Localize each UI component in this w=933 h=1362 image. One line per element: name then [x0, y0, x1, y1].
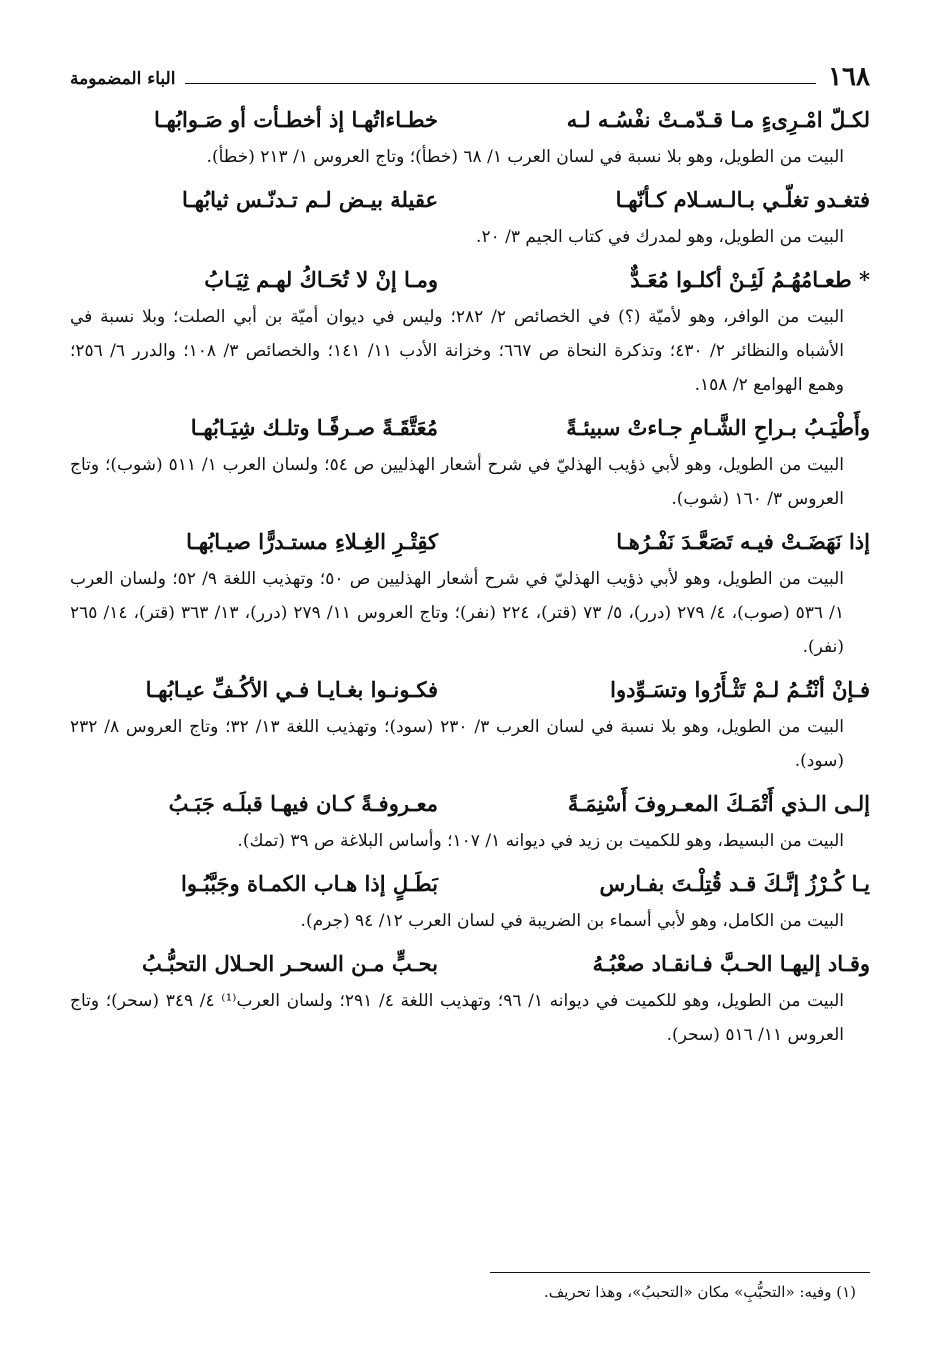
- verse-first-hemistich: وقـاد إليهـا الحـبَّ فـانقـاد صعْبُـهُ: [592, 951, 870, 976]
- verse-note: البيت من الطويل، وهو لمدرك في كتاب الجيم ٣/ ٢٠.: [476, 227, 844, 247]
- entry: [70, 100, 870, 174]
- verse-second-hemistich: فكـونـوا بغـايـا فـي الأكُـفِّ عيـابُهـا: [145, 677, 438, 702]
- verse-first-hemistich: فتغـدو تغلّـي بـالـسـلام كـأنّهـا: [615, 187, 870, 212]
- entry: [70, 944, 870, 1052]
- verse-second-hemistich: مُعَتَّقَـةً صـرفًـا وتلـك شِيَـابُهـا: [190, 415, 438, 440]
- verse-first-hemistich: وأَطْيَـبُ بـراحِ الشَّـامِ جـاءتْ سبيئـةً: [566, 415, 870, 440]
- verse-second-hemistich: معـروفـةً كـان فيهـا قبلَـه جَبَـبُ: [168, 791, 438, 816]
- page-header: [70, 58, 870, 90]
- verse-note: البيت من الطويل، وهو بلا نسبة في لسان العرب ١/ ٦٨ (خطأ)؛ وتاج العروس ١/ ٢١٣ (خطأ).: [206, 147, 844, 167]
- verse-line: [70, 408, 870, 448]
- running-title: الباء المضمومة: [70, 69, 176, 89]
- verse-first-hemistich: إذا نَهَضَـتْ فيـه تَصَعَّـدَ نَفْـرُهـا: [616, 529, 870, 554]
- verse-second-hemistich: بحـبٍّ مـن السحـر الحـلال التحبُّـبُ: [141, 951, 438, 976]
- verse-note: البيت من الطويل، وهو للكميت في ديوانه ١/ ٩٦؛ وتهذيب اللغة ٤/ ٢٩١؛ ولسان العرب⁽¹⁾ ٤/ ٣٤٩ (سحر)؛ وتاج العروس ١١/ ٥١٦ (سحر).: [70, 991, 844, 1045]
- verse-first-hemistich: * طعـامُهُـمُ لَئِـنْ أكلـوا مُعَـدٌّ: [630, 267, 870, 292]
- page-number: ١٦٨: [828, 62, 870, 92]
- verse-line: [70, 944, 870, 984]
- verse-note: البيت من الطويل، وهو لأبي ذؤيب الهذليّ في شرح أشعار الهذليين ص ٥٠؛ وتهذيب اللغة ٩/ ٥٢؛ ولسان العرب ١/ ٥٣٦ (صوب)، ٤/ ٢٧٩ (درر)، ٥/ ٧٣ (قتر)، ٢٢٤ (نفر)؛ وتاج العروس ١١/ ٢٧٩ (درر)، ١٣/ ٣٦٣ (قتر)، ١٤/ ٢٦٥ (نفر).: [70, 569, 845, 657]
- verse-second-hemistich: كقِتْـرِ الغِـلاءِ مستـدرًّا صيـابُهـا: [186, 529, 438, 554]
- footnote-rule: [490, 1272, 870, 1273]
- verse-line: [70, 670, 870, 710]
- entry: [70, 260, 870, 402]
- verse-second-hemistich: عقيلة بيـض لـم تـدنّـس ثيابُهـا: [182, 187, 438, 212]
- entries-list: [70, 100, 870, 1052]
- entry: [70, 670, 870, 778]
- footnotes: [70, 1272, 870, 1303]
- entry: [70, 864, 870, 938]
- verse-first-hemistich: إلـى الـذي أَتْمَـكَ المعـروفَ أَسْنِمَـةً: [567, 791, 870, 816]
- verse-note: البيت من البسيط، وهو للكميت بن زيد في ديوانه ١/ ١٠٧؛ وأساس البلاغة ص ٣٩ (تمك).: [237, 831, 844, 851]
- verse-line: [70, 784, 870, 824]
- verse-first-hemistich: لكـلّ امْـرِىءٍ مـا قـدّمـتْ نفْسُـه لـه: [566, 107, 870, 132]
- verse-second-hemistich: بَطَـلٍ إذا هـاب الكمـاة وجَبَّبُـوا: [181, 871, 438, 896]
- footnote: (١) وفيه: «التحبُّبِ» مكان «التحببُ»، وهذا تحريف.: [543, 1283, 856, 1301]
- verse-second-hemistich: ومـا إنْ لا تُحَـاكُ لهـم ثِيَـابُ: [204, 267, 438, 292]
- verse-line: [70, 180, 870, 220]
- verse-note: البيت من الكامل، وهو لأبي أسماء بن الضريبة في لسان العرب ١٢/ ٩٤ (جرم).: [300, 911, 844, 931]
- entry: [70, 522, 870, 664]
- verse-note: البيت من الوافر، وهو لأميّة (؟) في الخصائص ٢/ ٢٨٢؛ وليس في ديوان أميّة بن أبي الصلت؛ وبلا نسبة في الأشباه والنظائر ٢/ ٤٣٠؛ وتذكرة النحاة ص ٦٦٧؛ وخزانة الأدب ١١/ ١٤١؛ والخصائص ٣/ ١٠٨؛ والدرر ٦/ ٢٥٦؛ وهمع الهوامع ٢/ ١٥٨.: [70, 307, 844, 395]
- verse-first-hemistich: يـا كُـرْزُ إنَّـكَ قـد قُتِلْـتَ بفـارس: [599, 871, 870, 896]
- verse-second-hemistich: خطـاءاتُهـا إذ أخطـأت أو صَـوابُهـا: [153, 107, 438, 132]
- verse-first-hemistich: فـإنْ أنْتُـمُ لـمْ تَثْـأَرُوا وتسَـوِّدوا: [610, 677, 870, 702]
- verse-note: البيت من الطويل، وهو لأبي ذؤيب الهذليّ في شرح أشعار الهذليين ص ٥٤؛ ولسان العرب ١/ ٥١١ (شوب)؛ وتاج العروس ٣/ ١٦٠ (شوب).: [70, 455, 844, 509]
- verse-note: البيت من الطويل، وهو بلا نسبة في لسان العرب ٣/ ٢٣٠ (سود)؛ وتهذيب اللغة ١٣/ ٣٢؛ وتاج العروس ٨/ ٢٣٢ (سود).: [70, 717, 845, 771]
- entry: [70, 784, 870, 858]
- entry: [70, 180, 870, 254]
- entry: [70, 408, 870, 516]
- header-rule: [185, 83, 816, 84]
- verse-line: [70, 260, 870, 300]
- verse-line: [70, 864, 870, 904]
- verse-line: [70, 522, 870, 562]
- verse-line: [70, 100, 870, 140]
- page: [70, 58, 870, 1052]
